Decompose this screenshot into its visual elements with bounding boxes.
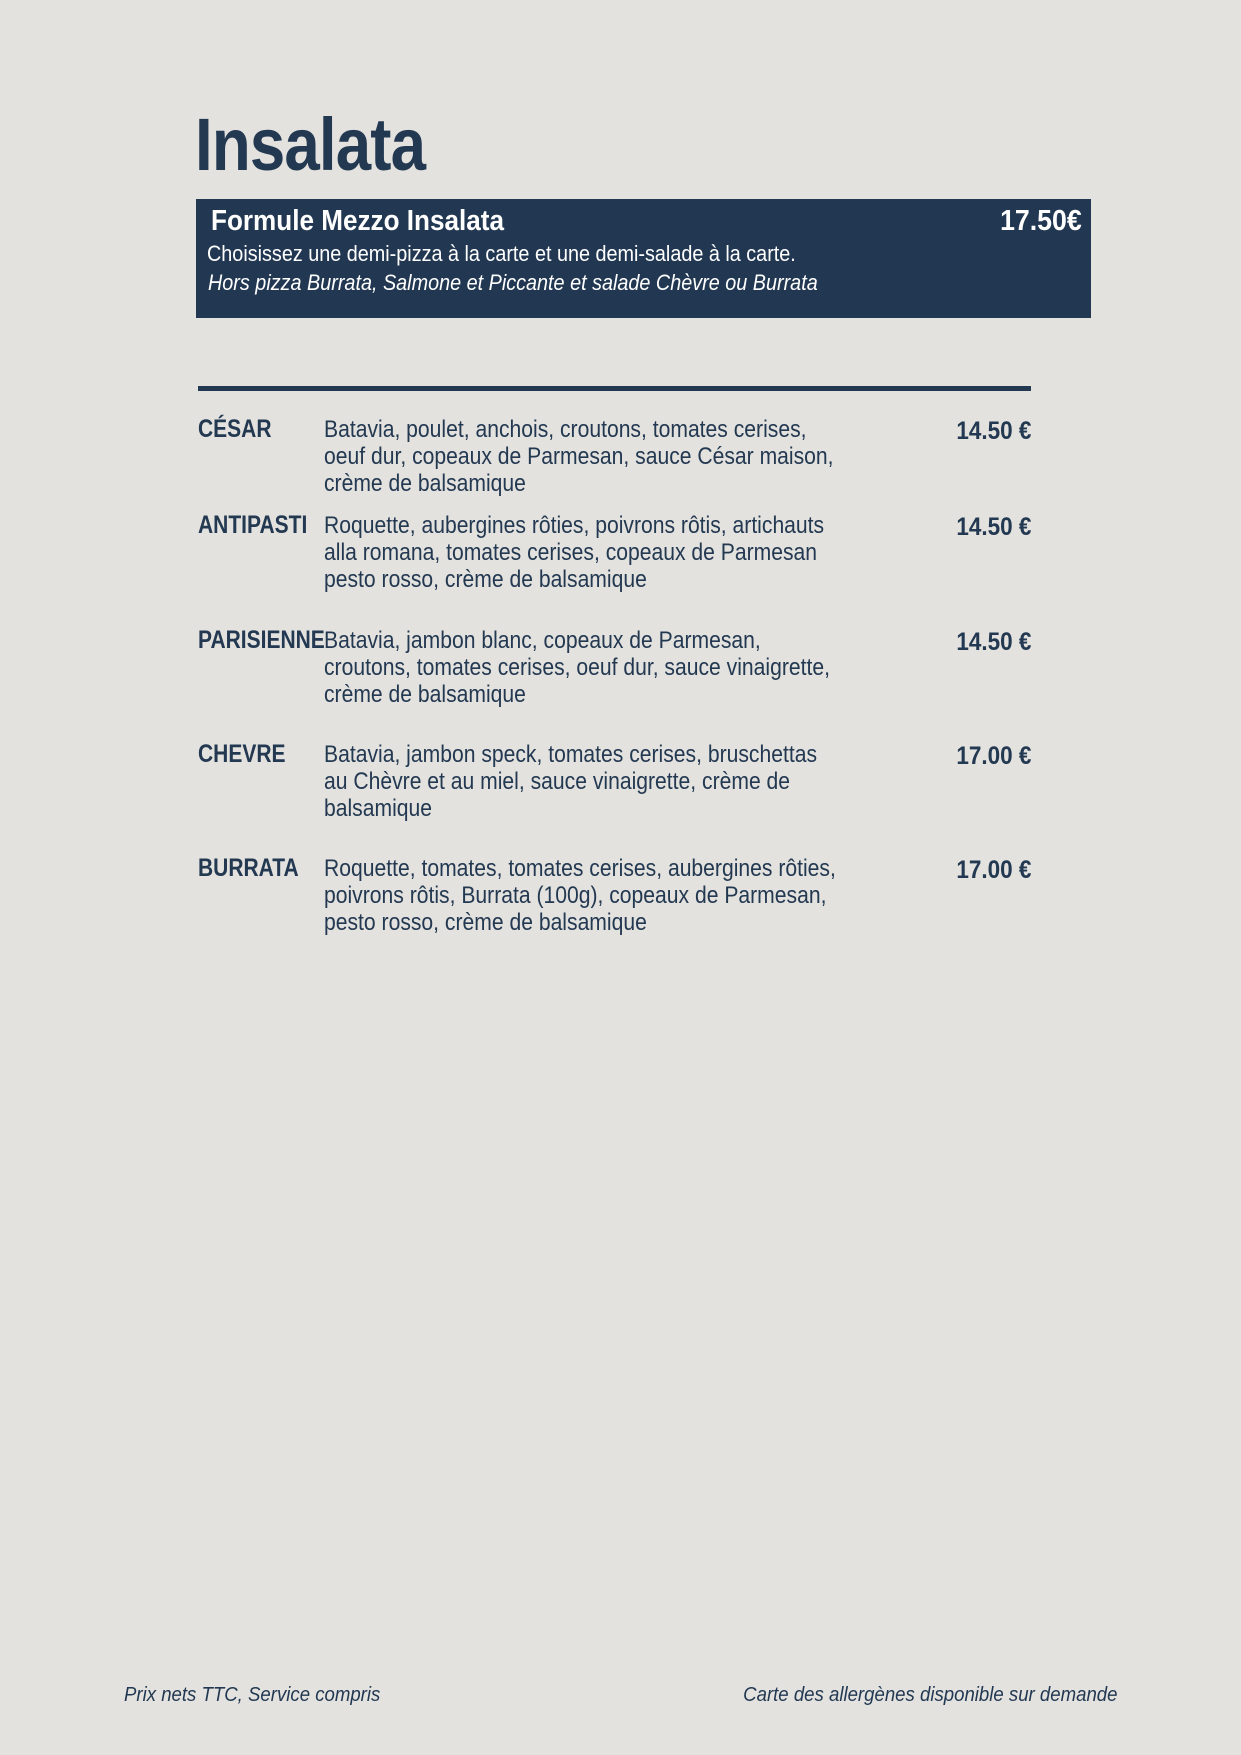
description-line: Batavia, jambon speck, tomates cerises, bruschettas <box>324 741 818 768</box>
formula-note: Hors pizza Burrata, Salmone et Piccante et salade Chèvre ou Burrata <box>208 270 818 295</box>
item-description <box>324 627 964 708</box>
item-name: BURRATA <box>198 854 299 882</box>
section-divider <box>198 386 1031 391</box>
description-line: Roquette, aubergines rôties, poivrons rôtis, artichauts <box>324 512 825 539</box>
item-description <box>324 512 964 593</box>
formula-title: Formule Mezzo Insalata <box>211 205 504 237</box>
description-line: poivrons rôtis, Burrata (100g), copeaux de Parmesan, <box>324 882 827 909</box>
item-price: 17.00 € <box>955 856 1031 884</box>
item-name: CÉSAR <box>198 415 272 443</box>
footer-price-note: Prix nets TTC, Service compris <box>124 1684 381 1706</box>
footer-allergen-note: Carte des allergènes disponible sur demande <box>742 1684 1117 1706</box>
description-line: Batavia, poulet, anchois, croutons, tomates cerises, <box>324 416 807 443</box>
formula-description: Choisissez une demi-pizza à la carte et une demi-salade à la carte. <box>207 241 796 266</box>
item-price: 14.50 € <box>955 417 1031 445</box>
item-price: 14.50 € <box>955 513 1031 541</box>
item-description <box>324 741 964 822</box>
description-line: croutons, tomates cerises, oeuf dur, sauce vinaigrette, <box>324 654 830 681</box>
description-line: Batavia, jambon blanc, copeaux de Parmesan, <box>324 627 761 654</box>
formula-price: 17.50€ <box>1000 205 1082 237</box>
item-name: ANTIPASTI <box>198 511 308 539</box>
description-line: pesto rosso, crème de balsamique <box>324 566 647 593</box>
item-name: CHEVRE <box>198 740 286 768</box>
item-name: PARISIENNE <box>198 626 325 654</box>
description-line: oeuf dur, copeaux de Parmesan, sauce César maison, <box>324 443 834 470</box>
description-line: alla romana, tomates cerises, copeaux de Parmesan <box>324 539 818 566</box>
description-line: crème de balsamique <box>324 681 526 708</box>
description-line: balsamique <box>324 795 433 822</box>
description-line: pesto rosso, crème de balsamique <box>324 909 647 936</box>
page-title: Insalata <box>195 103 426 186</box>
description-line: au Chèvre et au miel, sauce vinaigrette, crème de <box>324 768 791 795</box>
item-description <box>324 416 964 497</box>
description-line: crème de balsamique <box>324 470 526 497</box>
formula-box <box>196 199 1091 318</box>
description-line: Roquette, tomates, tomates cerises, aubergines rôties, <box>324 855 836 882</box>
item-price: 14.50 € <box>955 628 1031 656</box>
item-description <box>324 855 964 936</box>
item-price: 17.00 € <box>955 742 1031 770</box>
